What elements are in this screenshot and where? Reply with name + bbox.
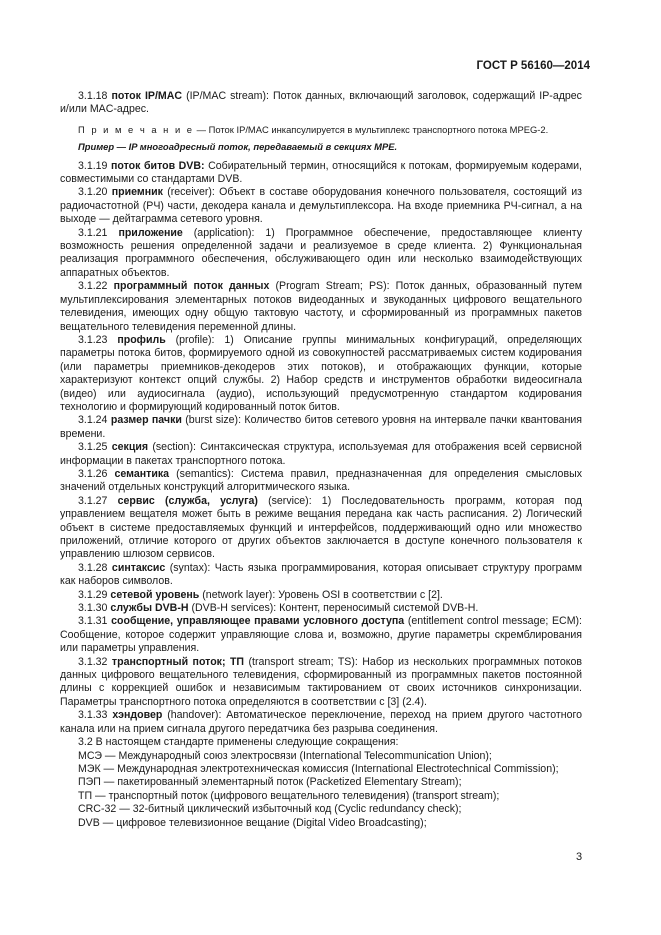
abbreviation-item: МСЭ — Международный союз электросвязи (International Telecommunication Union); — [78, 749, 492, 762]
abbreviation-item: CRC-32 — 32-битный циклический избыточный код (Cyclic redundancy check); — [78, 803, 462, 816]
abbreviation-item: ТП — транспортный поток (цифрового вещательного телевидения) (transport stream); — [78, 789, 500, 802]
note: П р и м е ч а н и е — Поток IP/MAC инкапсулируется в мультиплекс транспортного потока MPEG-2. — [78, 123, 549, 135]
term-paragraph: 3.1.33 хэндовер (handover): Автоматическое переключение, переход на прием другого частотного канала или на прием сигнала другого передатчика без разрыва соединения. — [60, 709, 582, 735]
term-paragraph: 3.1.31 сообщение, управляющее правами условного доступа (entitlement control message; ECM): Сообщение, которое содержит управляющие слова и, возможно, другие параметры скремблирования или параметры управления. — [60, 615, 582, 655]
abbreviation-item: DVB — цифровое телевизионное вещание (Digital Video Broadcasting); — [78, 816, 427, 829]
term-paragraph: 3.1.28 синтаксис (syntax): Часть языка программирования, которая описывает структуру программ как наборов символов. — [60, 561, 583, 588]
document-header: ГОСТ Р 56160—2014 — [476, 60, 590, 72]
term-paragraph: 3.1.26 семантика (semantics): Система правил, предназначенная для определения смысловых значений отдельных конструкций алгоритмического языка. — [60, 467, 582, 494]
term-paragraph: 3.1.19 поток битов DVB: Собирательный термин, относящийся к потокам, формируемым кодерами, совместимыми со стандартами DVB. — [60, 159, 582, 186]
abbreviation-item: МЭК — Международная электротехническая комиссия (International Electrotechnical Commission); — [78, 762, 559, 775]
term-paragraph: 3.1.22 программный поток данных (Program Stream; PS): Поток данных, образованный путем мультиплексирования элементарных потоков видеоданных и звукоданных цифрового вещательного телевидения, имеющих одну общую тактовую частоту, и сформированный из программных пакетов вещательного телевидения переменной длины. — [60, 280, 582, 333]
term-paragraph: 3.1.24 размер пачки (burst size): Количество битов сетевого уровня на интервале пачки квантования времени. — [60, 414, 583, 440]
term-paragraph: 3.1.20 приемник (receiver): Объект в составе оборудования конечного пользователя, состоящий из радиочастотной (РЧ) части, декодера канала и демультиплексора. На входе приемника РЧ-сигнал, а на выходе — дейтаграмма сетевого уровня. — [60, 186, 582, 226]
abbreviations-intro: 3.2 В настоящем стандарте применены следующие сокращения: — [78, 736, 399, 749]
term-paragraph: 3.1.18 поток IP/MAC (IP/MAC stream): Поток данных, включающий заголовок, содержащий IP-адрес и/или MAC-адрес. — [60, 90, 582, 116]
term-paragraph: 3.1.25 секция (section): Синтаксическая структура, используемая для отображения всей сервисной информации в пакетах транспортного потока. — [60, 441, 582, 467]
abbreviation-item: ПЭП — пакетированный элементарный поток (Packetized Elementary Stream); — [78, 776, 462, 789]
term-paragraph: 3.1.32 транспортный поток; ТП (transport stream; TS): Набор из нескольких программных потоков данных цифрового вещательного телевидения, сформированный из программных пакетов постоянной длины с коррекцией ошибок и независимым тактированием от своих источников синхронизации. Параметры транспортного потока определяются в соответствии с [3] (2.4). — [60, 655, 582, 708]
document-body — [60, 90, 582, 830]
term-paragraph: 3.1.29 сетевой уровень (network layer): Уровень OSI в соответствии с [2]. — [78, 588, 443, 601]
page-number: 3 — [576, 851, 583, 863]
term-paragraph: 3.1.27 сервис (служба, услуга) (service): 1) Последовательность программ, которая под управлением вещателя может быть в режиме вещания передана как часть расписания. 2) Логический объект в системе предоставляемых функций и интерфейсов, поддерживающий одно или множество приложений, отличие которого от других объектов заключается в доступе конечного пользователя к управлению шлюзом сервисов. — [60, 494, 582, 561]
example: Пример — IP многоадресный поток, передаваемый в секциях MPE. — [78, 141, 398, 153]
term-paragraph: 3.1.21 приложение (application): 1) Программное обеспечение, предоставляющее клиенту возможность решения определенной задачи и реализуемое в среде клиента. 2) Функциональная реализация программного обеспечения, обслуживающего один или несколько взаимодействующих аппаратных объектов. — [60, 226, 582, 279]
term-paragraph: 3.1.30 службы DVB-H (DVB-H services): Контент, переносимый системой DVB-H. — [78, 602, 479, 615]
term-paragraph: 3.1.23 профиль (profile): 1) Описание группы минимальных конфигураций, определяющих параметры потока битов, формируемого одной из совокупностей рассматриваемых систем кодирования (или параметры приемников-декодеров этих потоков), и отображающих функции, которые характеризуют контекст опций службы. 2) Набор средств и инструментов обработки видеосигнала (видео) или аудиосигнала (аудио), использующий предусмотренную стандартом кодирования технологию и формирующий кодированный поток битов. — [60, 333, 582, 413]
